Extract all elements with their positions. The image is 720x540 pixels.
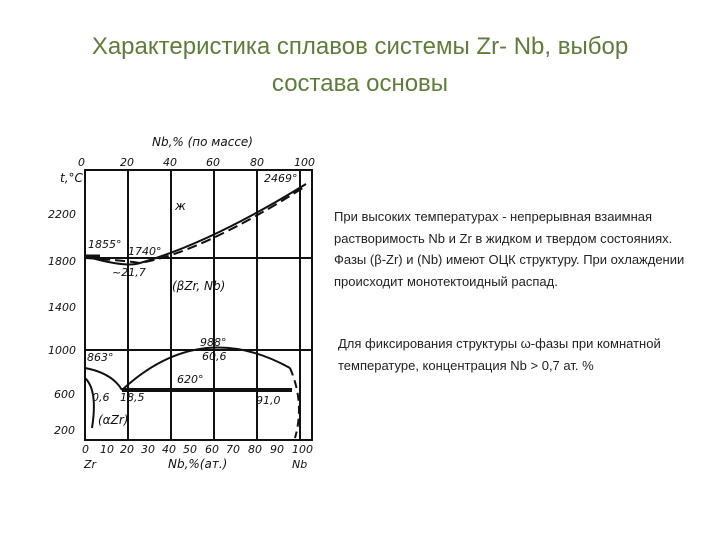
bottom-tick: 40 [162, 443, 176, 456]
y-tick: 1800 [48, 255, 76, 268]
slide-title [40, 28, 680, 102]
bottom-tick: 100 [292, 443, 313, 456]
label-0-6: 0,6 [92, 391, 110, 404]
label-988: 988° [200, 336, 227, 349]
label-1740: 1740° [128, 245, 162, 258]
label-60-6: 60,6 [202, 350, 227, 363]
title-line-2: состава основы [271, 70, 449, 97]
bottom-tick: 90 [270, 443, 284, 456]
bottom-tick: 0 [82, 443, 89, 456]
description-paragraph-2: Для фиксирования структуры ω-фазы при комнатной температуре, концентрация Nb > 0,7 ат. % [338, 336, 661, 373]
bottom-tick: 30 [141, 443, 155, 456]
label-620: 620° [177, 373, 204, 386]
y-tick: 200 [54, 424, 75, 437]
top-tick: 20 [120, 156, 134, 169]
bottom-right-label: Nb [292, 458, 308, 471]
label-21-7: ~21,7 [112, 266, 146, 279]
label-alpha-phase: (αZr) [98, 413, 129, 427]
y-tick: 1000 [48, 344, 76, 357]
label-18-5: 18,5 [120, 391, 145, 404]
label-863: 863° [87, 351, 114, 364]
label-91-0: 91,0 [256, 394, 281, 407]
y-tick: 1400 [48, 301, 76, 314]
top-tick: 0 [78, 156, 85, 169]
label-liquid: ж [175, 199, 186, 213]
label-beta-phase: (βZr, Nb) [172, 279, 226, 293]
bottom-tick: 80 [248, 443, 262, 456]
top-tick: 100 [294, 156, 315, 169]
bottom-tick: 70 [226, 443, 240, 456]
top-tick: 60 [206, 156, 220, 169]
top-tick: 40 [163, 156, 177, 169]
label-1855: 1855° [88, 238, 122, 251]
description-paragraph-1: При высоких температурах - непрерывная взаимная растворимость Nb и Zr в жидком и твердом состояниях. Фазы (β-Zr) и (Nb) имеют ОЦК структуру. При охлаждении происходит монотектоидный распад. [334, 209, 685, 289]
bottom-tick: 50 [183, 443, 197, 456]
top-tick: 80 [250, 156, 264, 169]
bottom-axis-title: Nb,%(ат.) [168, 457, 228, 471]
label-2469: 2469° [264, 172, 298, 185]
bottom-tick: 60 [205, 443, 219, 456]
phase-diagram [40, 128, 330, 473]
bottom-tick: 10 [100, 443, 114, 456]
title-line-1: Характеристика сплавов системы Zr- Nb, выбор [91, 33, 629, 60]
y-axis-title: t,°C [60, 171, 83, 185]
top-axis-title: Nb,% (по массе) [152, 135, 253, 149]
y-tick: 2200 [48, 208, 76, 221]
bottom-tick: 20 [120, 443, 134, 456]
y-tick: 600 [54, 388, 75, 401]
bottom-left-label: Zr [84, 458, 97, 471]
